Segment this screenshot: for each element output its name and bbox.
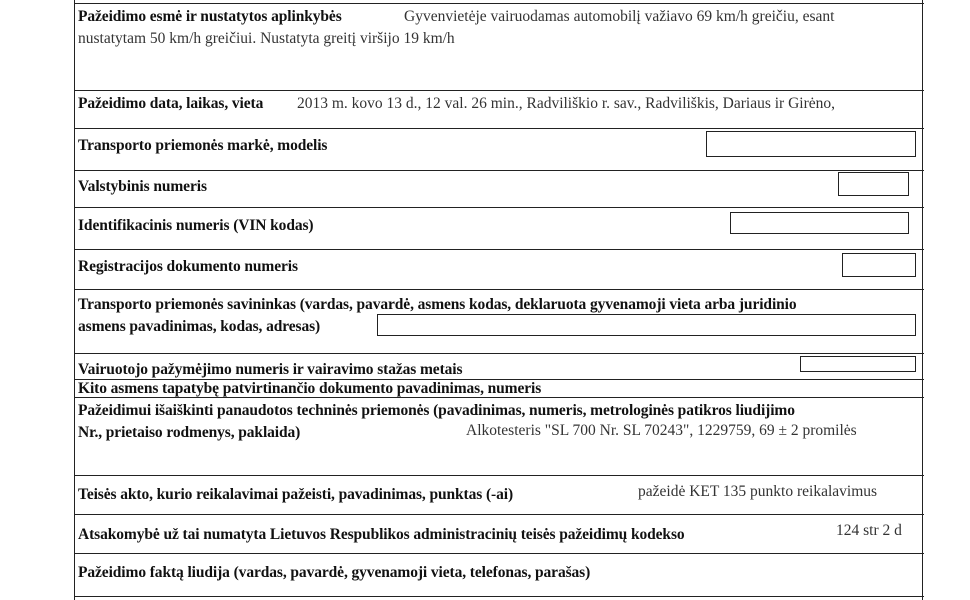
- row-divider: [74, 475, 924, 476]
- other-id-document-label: Kito asmens tapatybę patvirtinančio dokumento pavadinimas, numeris: [78, 380, 542, 397]
- registration-doc-label: Registracijos dokumento numeris: [78, 258, 298, 275]
- liability-code-label: Atsakomybė už tai numatyta Lietuvos Respublikos administracinių teisės pažeidimų kodekso: [78, 526, 685, 543]
- row-divider: [74, 128, 924, 129]
- redaction-box: [842, 253, 916, 277]
- row-divider: [74, 207, 924, 208]
- row-divider: [74, 353, 924, 354]
- row-divider: [74, 170, 924, 171]
- violation-essence-label: Pažeidimo esmė ir nustatytos aplinkybės: [78, 8, 342, 25]
- violation-essence-value: Gyvenvietėje vairuodamas automobilį važiavo 69 km/h greičiu, esant: [404, 8, 835, 25]
- vehicle-owner-label: Transporto priemonės savininkas (vardas, pavardė, asmens kodas, deklaruota gyvenamoji vieta arba juridinio: [78, 296, 797, 313]
- liability-code-value: 124 str 2 d: [836, 522, 902, 539]
- row-divider: [74, 289, 924, 290]
- vehicle-make-label: Transporto priemonės markė, modelis: [78, 137, 328, 154]
- row-divider: [74, 553, 924, 554]
- cropped-header-fragment: [76, 0, 136, 2]
- row-divider: [74, 596, 924, 597]
- row-divider: [74, 514, 924, 515]
- redaction-box: [838, 172, 909, 196]
- technical-means-label-line2: Nr., prietaiso rodmenys, paklaida): [78, 424, 301, 441]
- violation-datetime-value: 2013 m. kovo 13 d., 12 val. 26 min., Radviliškio r. sav., Radviliškis, Dariaus ir Girėno,: [297, 95, 836, 112]
- witness-label: Pažeidimo faktą liudija (vardas, pavardė, gyvenamoji vieta, telefonas, parašas): [78, 564, 591, 581]
- violation-essence-value-line2: nustatytam 50 km/h greičiui. Nustatyta greitį viršijo 19 km/h: [78, 30, 455, 47]
- technical-means-value: Alkotesteris "SL 700 Nr. SL 70243", 1229759, 69 ± 2 promilės: [466, 422, 857, 439]
- legal-act-label: Teisės akto, kurio reikalavimai pažeisti, pavadinimas, punktas (-ai): [78, 486, 514, 503]
- redaction-box: [706, 131, 916, 157]
- row-divider: [74, 90, 924, 91]
- legal-act-value: pažeidė KET 135 punkto reikalavimus: [638, 483, 878, 500]
- vehicle-owner-label-line2: asmens pavadinimas, kodas, adresas): [78, 318, 321, 335]
- redaction-box: [730, 212, 909, 234]
- redaction-box: [377, 314, 916, 336]
- vin-label: Identifikacinis numeris (VIN kodas): [78, 217, 314, 234]
- redaction-box: [800, 356, 916, 372]
- violation-datetime-label: Pažeidimo data, laikas, vieta: [78, 95, 264, 112]
- technical-means-label: Pažeidimui išaiškinti panaudotos techninės priemonės (pavadinimas, numeris, metrologinės patikros liudijimo: [78, 402, 795, 419]
- row-divider: [74, 3, 924, 4]
- plate-number-label: Valstybinis numeris: [78, 178, 207, 195]
- driver-license-label: Vairuotojo pažymėjimo numeris ir vairavimo stažas metais: [78, 361, 463, 378]
- row-divider: [74, 249, 924, 250]
